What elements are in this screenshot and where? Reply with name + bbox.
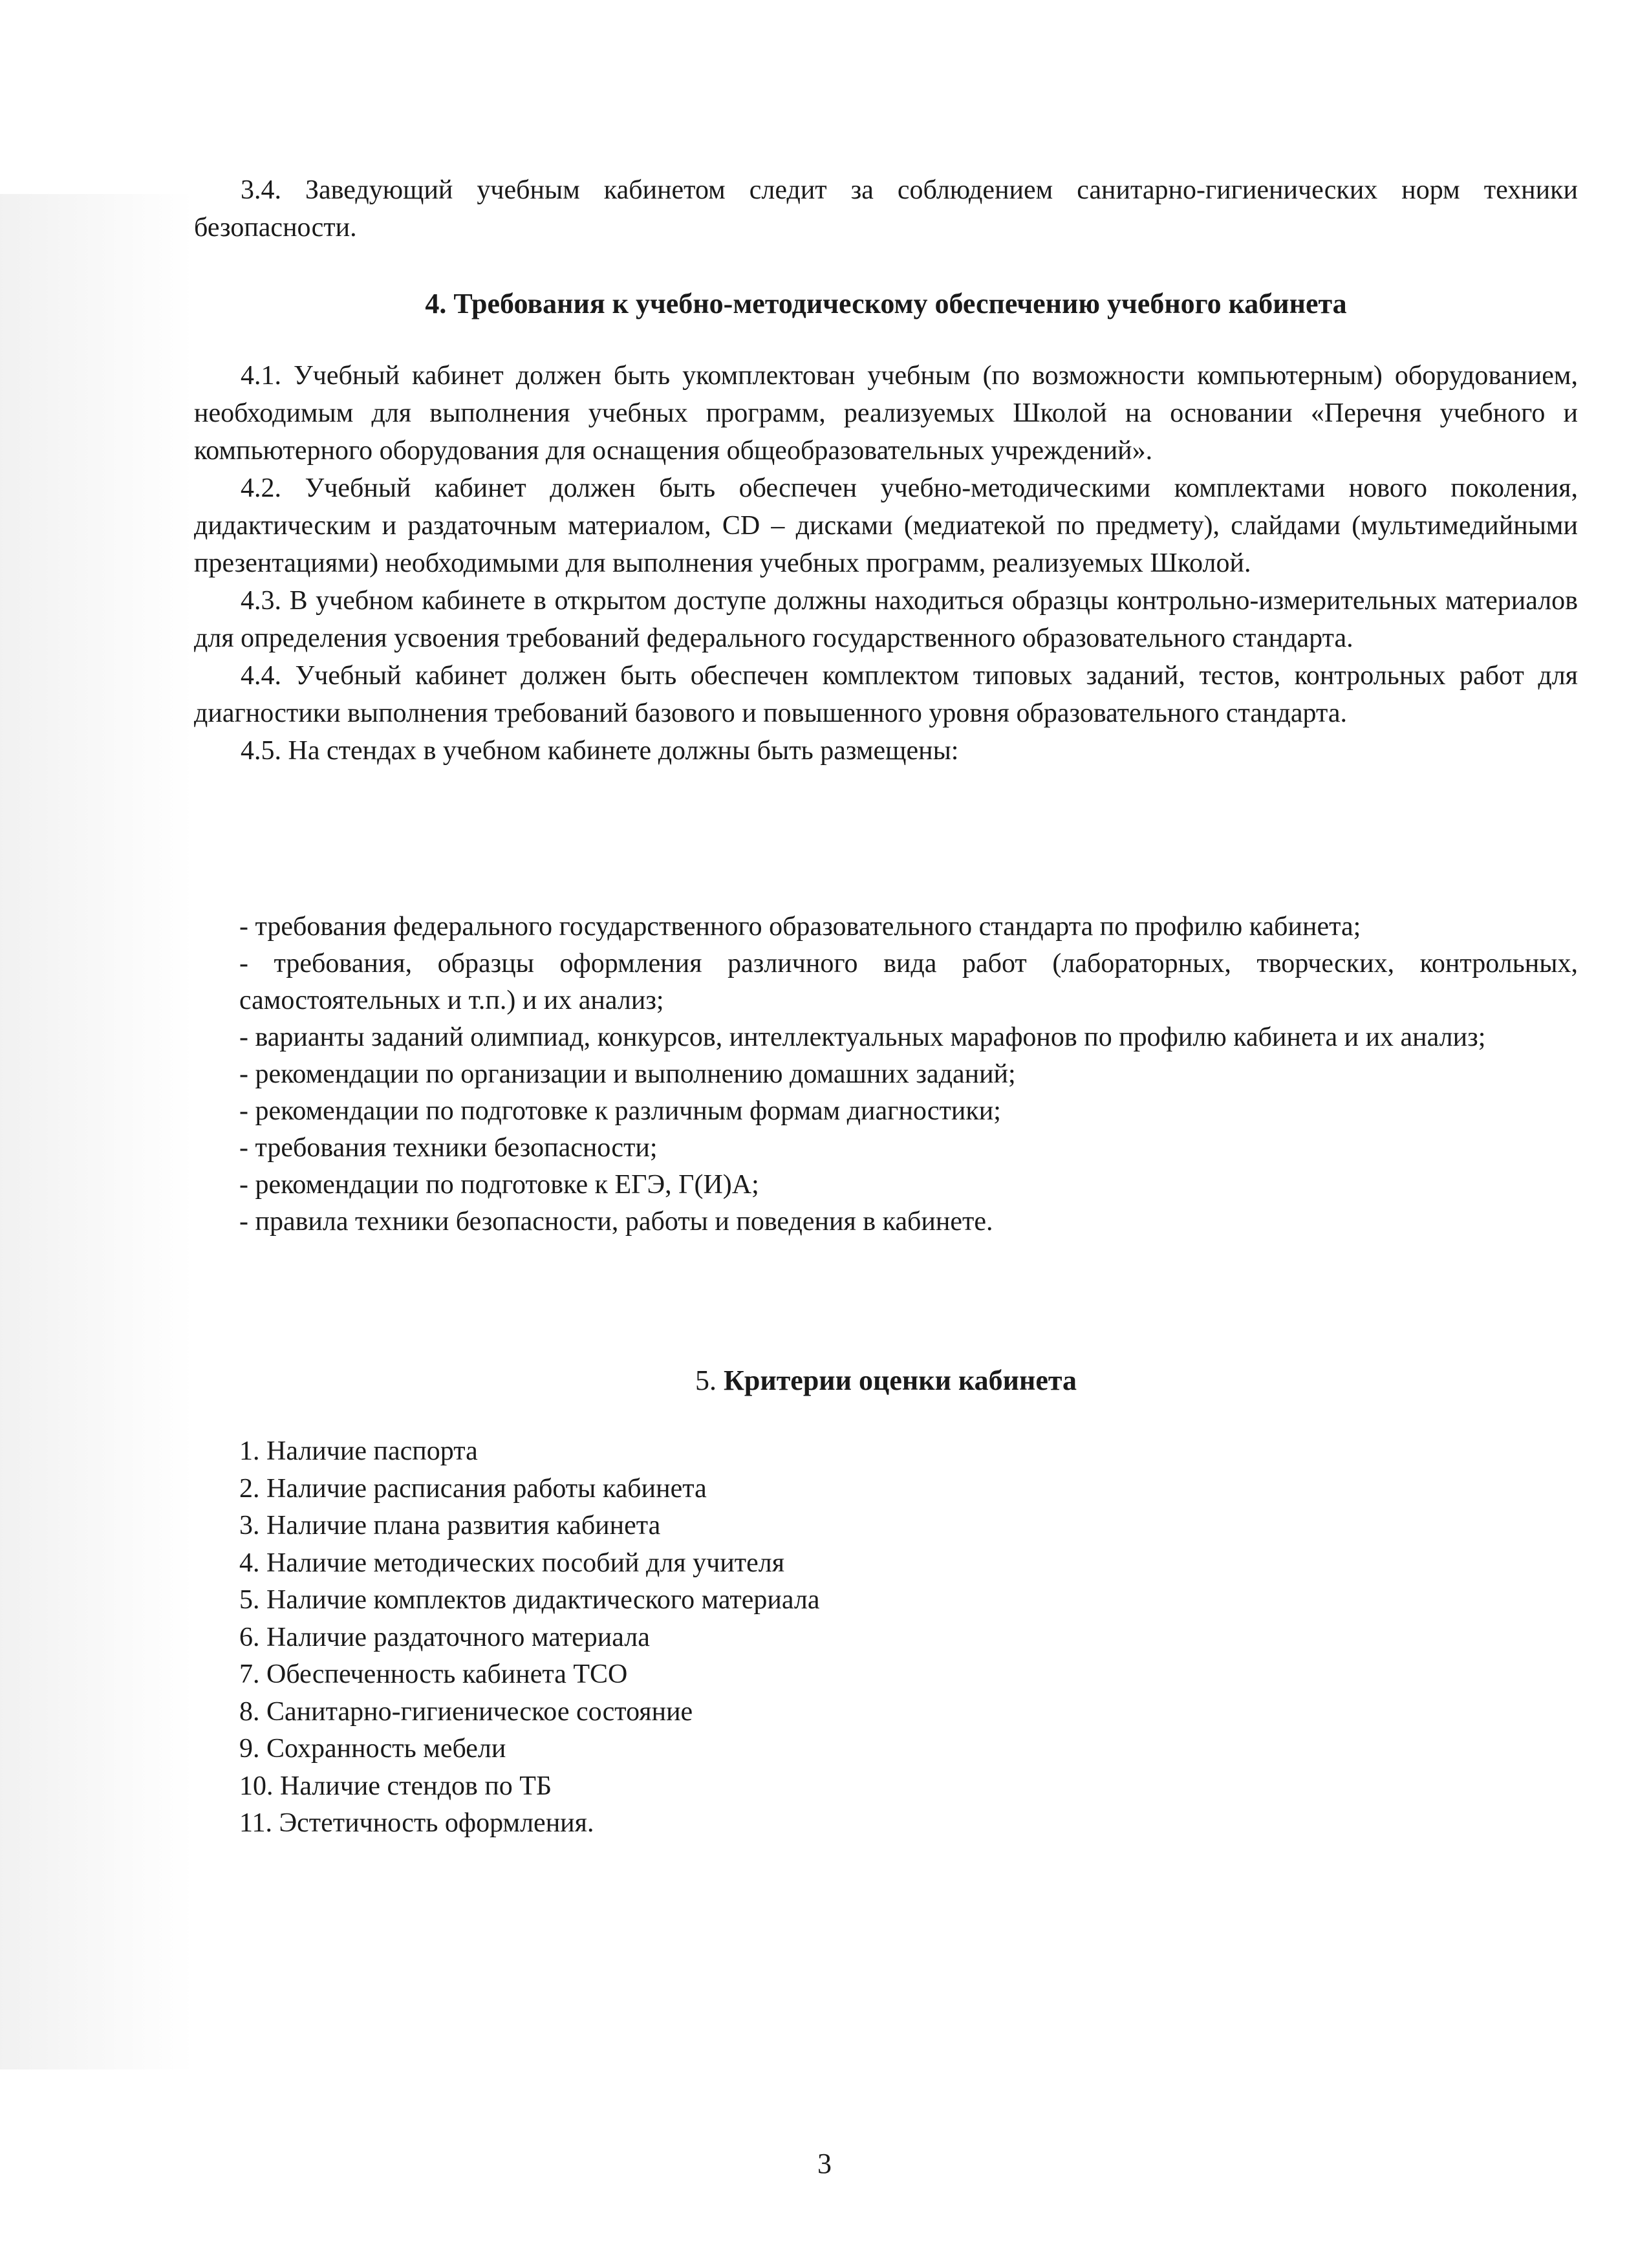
page-number: 3 [817, 2148, 832, 2179]
criteria-item: 8. Санитарно-гигиеническое состояние [239, 1696, 693, 1727]
paragraph-3-4-block [194, 171, 1578, 246]
criteria-item: 6. Наличие раздаточного материала [239, 1622, 650, 1652]
paragraph-4-3: 4.3. В учебном кабинете в открытом доступе должны находиться образцы контрольно-измерительных материалов для определения усвоения требований федерального государственного образовательного стандарта. [194, 586, 1578, 653]
stand-item: - варианты заданий олимпиад, конкурсов, интеллектуальных марафонов по профилю кабинета и их анализ; [239, 1022, 1486, 1052]
criteria-list [239, 1433, 1274, 1842]
stand-item: - рекомендации по подготовке к ЕГЭ, Г(И)А; [239, 1170, 759, 1200]
stand-item: - правила техники безопасности, работы и поведения в кабинете. [239, 1207, 993, 1237]
stand-item: - рекомендации по организации и выполнению домашних заданий; [239, 1059, 1016, 1089]
paragraph-4-4: 4.4. Учебный кабинет должен быть обеспечен комплектом типовых заданий, тестов, контрольных работ для диагностики выполнения требований базового и повышенного уровня образовательного стандарта. [194, 661, 1578, 728]
stand-item: - рекомендации по подготовке к различным формам диагностики; [239, 1096, 1001, 1126]
stand-item: - требования техники безопасности; [239, 1133, 658, 1163]
stand-items-list [239, 909, 1578, 1240]
criteria-item: 11. Эстетичность оформления. [239, 1808, 594, 1838]
section-5-title: Критерии оценки кабинета [723, 1365, 1077, 1396]
scan-shadow [0, 194, 194, 2069]
stand-item: - требования, образцы оформления различного вида работ (лабораторных, творческих, контрольных, самостоятельных и т.п.) и их анализ; [239, 949, 1578, 1015]
criteria-item: 4. Наличие методических пособий для учителя [239, 1548, 785, 1578]
criteria-item: 3. Наличие плана развития кабинета [239, 1511, 661, 1540]
stand-item: - требования федерального государственного образовательного стандарта по профилю кабинета; [239, 912, 1361, 942]
paragraph-4-2: 4.2. Учебный кабинет должен быть обеспечен учебно-методическими комплектами нового поколения, дидактическим и раздаточным материалом, CD – дисками (медиатекой по предмету), слайдами (мультимедийными презентациями) необходимыми для выполнения учебных программ, реализуемых Школой. [194, 473, 1578, 578]
criteria-item: 1. Наличие паспорта [239, 1436, 478, 1466]
criteria-item: 2. Наличие расписания работы кабинета [239, 1473, 707, 1504]
paragraph-3-4: 3.4. Заведующий учебным кабинетом следит за соблюдением санитарно-гигиенических норм техники безопасности. [194, 175, 1578, 243]
section-5-heading [194, 1361, 1578, 1400]
criteria-item: 10. Наличие стендов по ТБ [239, 1771, 552, 1801]
section-4-heading: 4. Требования к учебно-методическому обеспечению учебного кабинета [425, 288, 1347, 319]
paragraph-4-1: 4.1. Учебный кабинет должен быть укомплектован учебным (по возможности компьютерным) оборудованием, необходимым для выполнения учебных программ, реализуемых Школой на основании «Перечня учебного и компьютерного оборудования для оснащения общеобразовательных учреждений». [194, 361, 1578, 466]
paragraph-4-5: 4.5. На стендах в учебном кабинете должны быть размещены: [241, 736, 959, 766]
section-4-body [194, 357, 1578, 770]
criteria-item: 5. Наличие комплектов дидактического материала [239, 1585, 820, 1615]
section-5-number: 5. [695, 1365, 717, 1396]
criteria-item: 7. Обеспеченность кабинета ТСО [239, 1659, 628, 1689]
criteria-item: 9. Сохранность мебели [239, 1734, 506, 1764]
